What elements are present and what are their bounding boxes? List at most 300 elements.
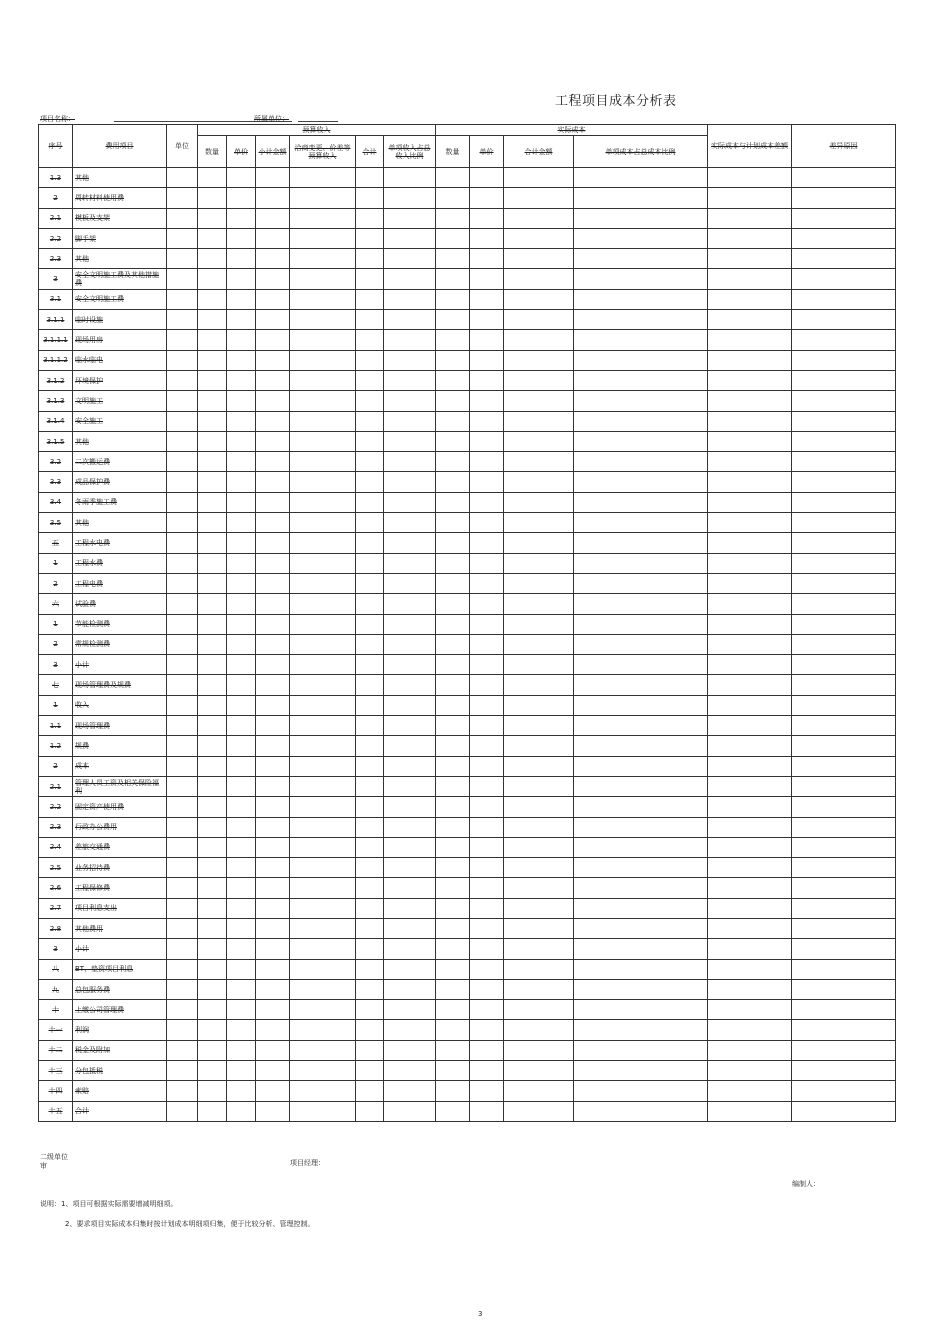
row-cell xyxy=(470,756,504,776)
row-cell xyxy=(198,736,227,756)
row-cell xyxy=(504,1081,574,1101)
row-cell xyxy=(436,168,470,188)
row-item: 脚手架 xyxy=(73,228,167,248)
row-cell xyxy=(504,492,574,512)
row-cell xyxy=(470,858,504,878)
row-cell xyxy=(290,452,356,472)
row-cell xyxy=(256,918,290,938)
row-cell xyxy=(574,716,708,736)
row-cell xyxy=(198,776,227,796)
table-row xyxy=(39,1101,896,1121)
row-cell xyxy=(504,695,574,715)
row-item: 管理人员工资及相关保险福利 xyxy=(73,776,167,796)
row-cell xyxy=(470,817,504,837)
row-cell xyxy=(227,594,256,614)
row-cell xyxy=(167,411,198,431)
row-cell xyxy=(198,939,227,959)
row-cell xyxy=(198,573,227,593)
header-reason: 差异原因 xyxy=(792,125,896,168)
cost-table xyxy=(38,124,896,1122)
row-cell xyxy=(470,310,504,330)
row-cell xyxy=(384,431,436,451)
row-cell xyxy=(574,269,708,289)
row-cell xyxy=(356,188,384,208)
row-cell xyxy=(792,959,896,979)
row-cell xyxy=(504,228,574,248)
row-seq: 3.1.1.2 xyxy=(39,350,73,370)
row-cell xyxy=(290,614,356,634)
row-cell xyxy=(198,1020,227,1040)
row-cell xyxy=(167,249,198,269)
row-cell xyxy=(436,634,470,654)
unit-line xyxy=(298,121,338,122)
row-cell xyxy=(792,898,896,918)
row-cell xyxy=(256,837,290,857)
row-cell xyxy=(198,1040,227,1060)
row-cell xyxy=(708,655,792,675)
header-price: 单价 xyxy=(227,136,256,168)
header-income-ratio: 单项收入占总收入比例 xyxy=(384,136,436,168)
row-cell xyxy=(470,614,504,634)
row-cell xyxy=(167,452,198,472)
row-cell xyxy=(167,939,198,959)
row-cell xyxy=(574,472,708,492)
row-cell xyxy=(227,533,256,553)
row-item: 二次搬运费 xyxy=(73,452,167,472)
table-row xyxy=(39,776,896,796)
row-cell xyxy=(504,208,574,228)
meta-row xyxy=(40,114,900,124)
row-cell xyxy=(290,370,356,390)
row-cell xyxy=(504,1061,574,1081)
row-cell xyxy=(504,878,574,898)
row-cell xyxy=(227,370,256,390)
row-cell xyxy=(227,228,256,248)
row-cell xyxy=(290,1081,356,1101)
row-seq: 3.1.2 xyxy=(39,370,73,390)
table-row xyxy=(39,614,896,634)
row-cell xyxy=(198,878,227,898)
row-cell xyxy=(356,1081,384,1101)
row-cell xyxy=(792,1061,896,1081)
row-cell xyxy=(470,492,504,512)
row-cell xyxy=(167,695,198,715)
row-cell xyxy=(384,736,436,756)
row-cell xyxy=(504,1020,574,1040)
row-cell xyxy=(436,898,470,918)
row-item: 安全文明施工费 xyxy=(73,289,167,309)
row-cell xyxy=(198,594,227,614)
row-cell xyxy=(504,1000,574,1020)
row-cell xyxy=(470,878,504,898)
row-cell xyxy=(290,655,356,675)
row-item: 项目利息支出 xyxy=(73,898,167,918)
row-seq: 十一 xyxy=(39,1020,73,1040)
row-cell xyxy=(256,208,290,228)
row-cell xyxy=(356,898,384,918)
row-cell xyxy=(574,1040,708,1060)
row-cell xyxy=(504,1040,574,1060)
row-cell xyxy=(792,370,896,390)
row-cell xyxy=(167,492,198,512)
row-cell xyxy=(574,350,708,370)
row-seq: 六 xyxy=(39,594,73,614)
row-cell xyxy=(436,553,470,573)
row-cell xyxy=(792,310,896,330)
row-cell xyxy=(227,431,256,451)
table-row xyxy=(39,716,896,736)
row-item: 其他 xyxy=(73,513,167,533)
row-cell xyxy=(504,269,574,289)
row-cell xyxy=(708,350,792,370)
row-cell xyxy=(384,1101,436,1121)
table-row xyxy=(39,391,896,411)
row-cell xyxy=(574,837,708,857)
row-cell xyxy=(436,695,470,715)
row-cell xyxy=(167,553,198,573)
row-cell xyxy=(198,1081,227,1101)
row-cell xyxy=(384,310,436,330)
row-cell xyxy=(470,918,504,938)
row-cell xyxy=(256,553,290,573)
row-cell xyxy=(504,655,574,675)
row-cell xyxy=(198,1101,227,1121)
row-cell xyxy=(792,594,896,614)
row-cell xyxy=(436,573,470,593)
row-cell xyxy=(384,594,436,614)
row-cell xyxy=(470,1000,504,1020)
row-cell xyxy=(574,776,708,796)
row-seq: 2 xyxy=(39,573,73,593)
row-cell xyxy=(198,330,227,350)
row-cell xyxy=(227,878,256,898)
row-cell xyxy=(356,939,384,959)
row-cell xyxy=(436,614,470,634)
table-row xyxy=(39,979,896,999)
row-cell xyxy=(574,370,708,390)
row-cell xyxy=(198,492,227,512)
header-change: 洽商变更、价差等预算收入 xyxy=(290,136,356,168)
row-cell xyxy=(436,1020,470,1040)
row-cell xyxy=(504,918,574,938)
row-cell xyxy=(470,370,504,390)
row-cell xyxy=(198,716,227,736)
row-cell xyxy=(708,594,792,614)
row-cell xyxy=(708,1101,792,1121)
row-cell xyxy=(436,1061,470,1081)
table-row xyxy=(39,655,896,675)
row-cell xyxy=(290,411,356,431)
row-cell xyxy=(792,249,896,269)
row-cell xyxy=(470,249,504,269)
row-cell xyxy=(504,350,574,370)
row-cell xyxy=(708,675,792,695)
row-cell xyxy=(708,492,792,512)
row-item: 总包服务费 xyxy=(73,979,167,999)
row-cell xyxy=(167,228,198,248)
row-cell xyxy=(504,513,574,533)
row-cell xyxy=(227,939,256,959)
row-cell xyxy=(792,1101,896,1121)
row-cell xyxy=(436,1000,470,1020)
row-cell xyxy=(256,310,290,330)
row-cell xyxy=(356,756,384,776)
row-cell xyxy=(198,310,227,330)
row-cell xyxy=(504,756,574,776)
row-cell xyxy=(256,716,290,736)
row-item: 上缴公司管理费 xyxy=(73,1000,167,1020)
table-row xyxy=(39,939,896,959)
row-cell xyxy=(504,837,574,857)
row-cell xyxy=(470,979,504,999)
row-cell xyxy=(167,1061,198,1081)
row-cell xyxy=(504,472,574,492)
row-cell xyxy=(574,330,708,350)
row-cell xyxy=(504,249,574,269)
row-cell xyxy=(290,573,356,593)
row-cell xyxy=(504,614,574,634)
row-cell xyxy=(256,614,290,634)
row-cell xyxy=(384,655,436,675)
row-cell xyxy=(574,817,708,837)
table-row xyxy=(39,594,896,614)
row-cell xyxy=(356,533,384,553)
row-cell xyxy=(290,1000,356,1020)
row-cell xyxy=(227,918,256,938)
row-cell xyxy=(470,472,504,492)
row-cell xyxy=(574,513,708,533)
row-cell xyxy=(198,289,227,309)
row-cell xyxy=(356,817,384,837)
row-cell xyxy=(356,797,384,817)
row-cell xyxy=(256,817,290,837)
row-cell xyxy=(227,269,256,289)
row-cell xyxy=(792,411,896,431)
row-cell xyxy=(290,675,356,695)
row-cell xyxy=(227,168,256,188)
row-cell xyxy=(227,959,256,979)
table-row xyxy=(39,411,896,431)
row-cell xyxy=(574,573,708,593)
row-item: 现场管理费及规费 xyxy=(73,675,167,695)
row-cell xyxy=(384,168,436,188)
row-cell xyxy=(574,228,708,248)
row-cell xyxy=(470,553,504,573)
row-seq: 1.2 xyxy=(39,736,73,756)
row-cell xyxy=(384,1020,436,1040)
row-cell xyxy=(356,1000,384,1020)
row-cell xyxy=(256,513,290,533)
row-item: 文明施工 xyxy=(73,391,167,411)
row-cell xyxy=(436,208,470,228)
table-row xyxy=(39,513,896,533)
row-cell xyxy=(227,817,256,837)
row-cell xyxy=(198,208,227,228)
row-cell xyxy=(290,716,356,736)
row-cell xyxy=(227,1040,256,1060)
row-cell xyxy=(227,736,256,756)
row-cell xyxy=(356,1101,384,1121)
row-cell xyxy=(470,350,504,370)
row-seq: 3.1.3 xyxy=(39,391,73,411)
row-cell xyxy=(227,898,256,918)
row-cell xyxy=(227,756,256,776)
row-cell xyxy=(256,898,290,918)
row-item: 差旅交通费 xyxy=(73,837,167,857)
row-cell xyxy=(574,1081,708,1101)
row-cell xyxy=(504,716,574,736)
row-cell xyxy=(436,655,470,675)
row-cell xyxy=(436,1081,470,1101)
row-cell xyxy=(290,959,356,979)
row-cell xyxy=(504,573,574,593)
row-cell xyxy=(256,573,290,593)
row-cell xyxy=(470,1081,504,1101)
row-seq: 3.4 xyxy=(39,492,73,512)
row-cell xyxy=(708,573,792,593)
row-cell xyxy=(574,452,708,472)
row-cell xyxy=(708,452,792,472)
row-cell xyxy=(256,452,290,472)
row-cell xyxy=(436,817,470,837)
row-cell xyxy=(792,634,896,654)
row-cell xyxy=(792,776,896,796)
row-cell xyxy=(574,594,708,614)
row-cell xyxy=(167,918,198,938)
row-cell xyxy=(436,330,470,350)
row-cell xyxy=(356,452,384,472)
row-cell xyxy=(708,249,792,269)
row-cell xyxy=(436,716,470,736)
row-seq: 3 xyxy=(39,655,73,675)
row-cell xyxy=(792,655,896,675)
row-cell xyxy=(470,411,504,431)
row-cell xyxy=(470,736,504,756)
row-cell xyxy=(198,168,227,188)
row-cell xyxy=(792,939,896,959)
row-cell xyxy=(167,878,198,898)
row-cell xyxy=(470,1020,504,1040)
row-cell xyxy=(290,533,356,553)
row-cell xyxy=(792,492,896,512)
row-cell xyxy=(256,675,290,695)
row-cell xyxy=(708,898,792,918)
row-cell xyxy=(436,756,470,776)
row-cell xyxy=(504,776,574,796)
header-total: 合计 xyxy=(356,136,384,168)
row-seq: 3.1.1.1 xyxy=(39,330,73,350)
row-cell xyxy=(384,1000,436,1020)
row-cell xyxy=(198,228,227,248)
row-cell xyxy=(574,858,708,878)
row-item: 临水临电 xyxy=(73,350,167,370)
row-item: 安全施工 xyxy=(73,411,167,431)
row-cell xyxy=(436,452,470,472)
row-cell xyxy=(290,269,356,289)
row-cell xyxy=(256,939,290,959)
row-cell xyxy=(356,330,384,350)
row-cell xyxy=(470,269,504,289)
row-cell xyxy=(290,1061,356,1081)
row-item: 工程电费 xyxy=(73,573,167,593)
row-cell xyxy=(167,208,198,228)
row-cell xyxy=(290,168,356,188)
row-cell xyxy=(708,797,792,817)
row-cell xyxy=(290,858,356,878)
row-cell xyxy=(708,513,792,533)
row-seq: 2.1 xyxy=(39,776,73,796)
row-cell xyxy=(167,959,198,979)
table-row xyxy=(39,350,896,370)
row-cell xyxy=(792,979,896,999)
row-cell xyxy=(792,391,896,411)
row-cell xyxy=(436,249,470,269)
row-cell xyxy=(504,939,574,959)
row-cell xyxy=(504,797,574,817)
row-cell xyxy=(356,858,384,878)
row-cell xyxy=(256,168,290,188)
row-cell xyxy=(290,330,356,350)
row-cell xyxy=(470,655,504,675)
row-cell xyxy=(384,776,436,796)
row-cell xyxy=(384,472,436,492)
row-seq: 十四 xyxy=(39,1081,73,1101)
row-cell xyxy=(792,756,896,776)
row-cell xyxy=(792,228,896,248)
table-row xyxy=(39,310,896,330)
row-seq: 3 xyxy=(39,269,73,289)
row-item: 环境保护 xyxy=(73,370,167,390)
row-cell xyxy=(198,817,227,837)
row-cell xyxy=(470,716,504,736)
row-cell xyxy=(384,188,436,208)
row-cell xyxy=(356,573,384,593)
row-cell xyxy=(792,431,896,451)
row-cell xyxy=(356,208,384,228)
row-cell xyxy=(708,959,792,979)
row-cell xyxy=(470,330,504,350)
row-cell xyxy=(792,797,896,817)
row-cell xyxy=(198,513,227,533)
row-cell xyxy=(256,655,290,675)
row-cell xyxy=(792,878,896,898)
row-cell xyxy=(167,898,198,918)
row-item: 节能检测费 xyxy=(73,614,167,634)
row-cell xyxy=(708,776,792,796)
row-cell xyxy=(470,959,504,979)
row-seq: 八 xyxy=(39,959,73,979)
table-row xyxy=(39,1040,896,1060)
row-cell xyxy=(384,573,436,593)
row-cell xyxy=(356,1040,384,1060)
row-cell xyxy=(290,289,356,309)
row-cell xyxy=(708,1040,792,1060)
table-row xyxy=(39,634,896,654)
row-cell xyxy=(227,452,256,472)
row-seq: 1.1 xyxy=(39,716,73,736)
row-cell xyxy=(198,533,227,553)
row-cell xyxy=(574,797,708,817)
row-cell xyxy=(384,269,436,289)
row-cell xyxy=(574,391,708,411)
table-row xyxy=(39,249,896,269)
row-cell xyxy=(470,675,504,695)
row-cell xyxy=(256,695,290,715)
row-cell xyxy=(574,1000,708,1020)
row-cell xyxy=(436,370,470,390)
row-cell xyxy=(384,797,436,817)
row-cell xyxy=(574,249,708,269)
